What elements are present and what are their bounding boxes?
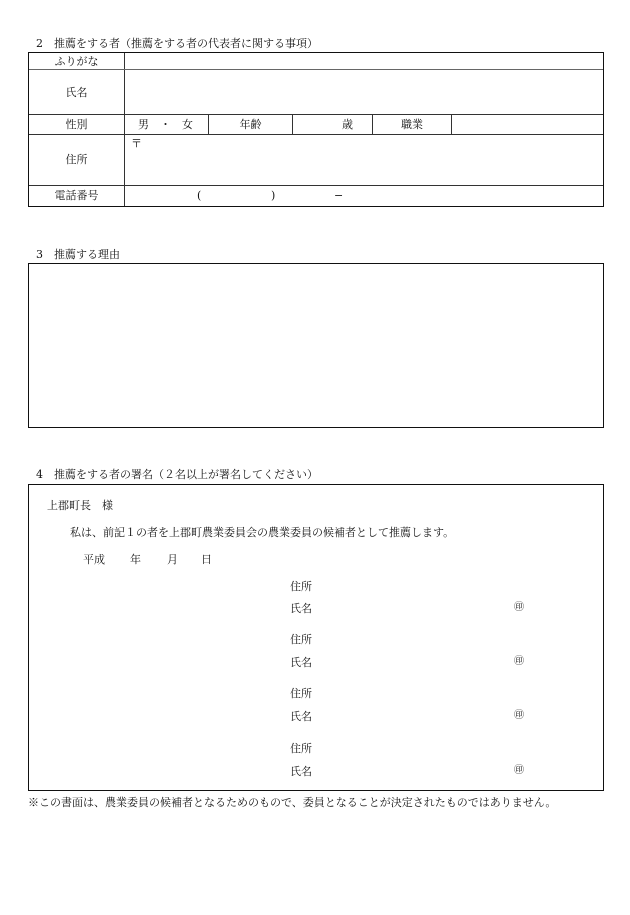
address-label: 住所 xyxy=(65,153,88,166)
name-label: 氏名 xyxy=(65,86,88,99)
seal-mark-icon: ㊞ xyxy=(514,656,524,667)
date-era: 平成 xyxy=(83,553,105,566)
signer-name-label: 氏名 xyxy=(290,765,312,778)
statement: 私は、前記１の者を上郡町農業委員会の農業委員の候補者として推薦します。 xyxy=(70,526,455,539)
phone-field[interactable] xyxy=(125,186,603,206)
footnote: ※この書面は、農業委員の候補者となるためのもので、委員となることが決定されたものではありません。 xyxy=(28,796,557,809)
section2-title: 2 推薦をする者（推薦をする者の代表者に関する事項） xyxy=(36,37,318,50)
phone-dash: − xyxy=(334,189,344,202)
name-field[interactable] xyxy=(125,70,603,114)
signer-name-label: 氏名 xyxy=(290,710,312,723)
seal-mark-icon: ㊞ xyxy=(514,765,524,776)
address-field[interactable] xyxy=(125,135,603,185)
signer-name-label: 氏名 xyxy=(290,602,312,615)
seal-mark-icon: ㊞ xyxy=(514,710,524,721)
sex-options[interactable]: 男 ・ 女 xyxy=(138,118,193,131)
addressee: 上郡町長 様 xyxy=(47,499,113,512)
signer-address-label: 住所 xyxy=(290,687,312,700)
postal-mark: 〒 xyxy=(131,137,142,150)
age-field[interactable] xyxy=(293,115,372,134)
signer-name-label: 氏名 xyxy=(290,656,312,669)
seal-mark-icon: ㊞ xyxy=(514,602,524,613)
sex-label: 性別 xyxy=(65,118,88,131)
furigana-field[interactable] xyxy=(125,53,603,69)
signer-address-label: 住所 xyxy=(290,742,312,755)
date-month: 月 xyxy=(167,553,178,566)
signer-address-label: 住所 xyxy=(290,580,312,593)
phone-close-paren: ) xyxy=(271,189,276,202)
age-label: 年齢 xyxy=(239,118,262,131)
age-unit: 歳 xyxy=(342,118,353,131)
signer-address-label: 住所 xyxy=(290,633,312,646)
occupation-field[interactable] xyxy=(452,115,603,134)
occupation-label: 職業 xyxy=(401,118,423,131)
section3-title: 3 推薦する理由 xyxy=(36,248,120,261)
date-day: 日 xyxy=(201,553,212,566)
reason-box[interactable] xyxy=(28,263,604,428)
section4-title: 4 推薦をする者の署名（２名以上が署名してください） xyxy=(36,468,318,481)
phone-open-paren: ( xyxy=(197,189,202,202)
phone-label: 電話番号 xyxy=(54,189,99,202)
furigana-label: ふりがな xyxy=(54,55,99,68)
date-year: 年 xyxy=(130,553,141,566)
